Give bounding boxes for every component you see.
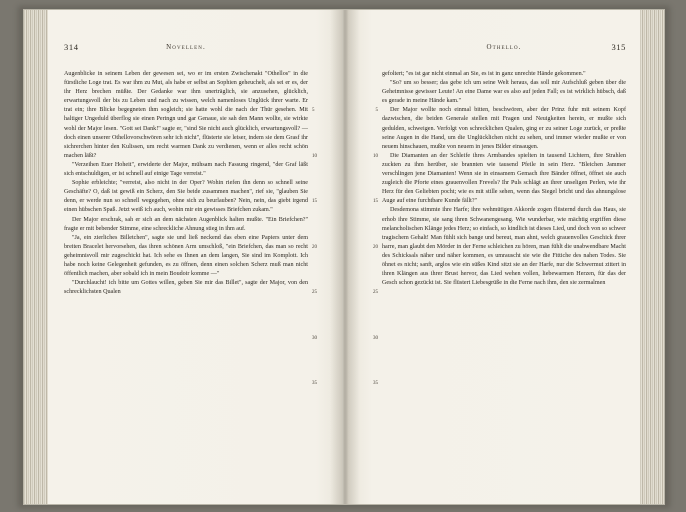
line-number: 5 — [375, 108, 378, 113]
line-number: 10 — [312, 153, 317, 159]
right-page-header — [382, 42, 626, 64]
paragraph: Augenblicke in seinem Leben der gewesen sei, wo er im ersten Zwischenakt "Othellos" in die fürstliche Loge trat. Es war ihm zu Mut, als habe er selbst an Sophien geheuchelt, als sei er es, der ihr Herz brechen müßte. Der Gedanke war ihm unerträglich, sie anzusehen, glücklich, erwartungsvoll der bis zu Leben und nach zu wissen, welch namenloses Unglück ihrer warte. Er trat ein; ihre Blicke begegneten ihm sogleich; sie hatte wohl die nach der Thür gesehen. Mit haltiger Ungeduld überflog sie einen Peringn und gar Genaue, sie sah den Mann wollte, sie wirkte wohl der Major lesen. "Gott sei Dank!" sagte er, "sind Sie nicht auch glücklich, erwartungsvoll? — doch einen unserer Othellovorschwören sehr ich nicht", flüsterte sie leiser, indem sie dem Grasf ihr sichrerchen hinter den Kulissen, um recht warmen Dank zu verdienen, wenn er alles recht schön machen läßt? — [64, 71, 308, 159]
line-number: 30 — [312, 335, 317, 341]
line-number: 20 — [373, 244, 378, 250]
left-page-header — [64, 42, 308, 64]
line-number: 35 — [312, 381, 317, 386]
paragraph: Der Major wollte noch einmal bitten, beschwören, aber der Prinz fuhr mit seinem Kopf dazwischen, die beiden Generale stellen mit Fragen und Neuigkeiten herein, er mußte sich gedulden, schweigen. Verfolgt von schrecklichen Qualen, ging er zu seiner Loge zurück, er preßte seine Augen in die Hand, um die Unglücklichen nicht zu sehen, und immer wieder mußte er von neuem hinschauen, mußte von neuem in jenes Bilder einsaugen. — [382, 107, 626, 150]
page-edge-left — [24, 10, 48, 504]
line-number: 25 — [373, 290, 378, 295]
right-page-content — [373, 42, 626, 474]
right-page-folio: 315 — [611, 42, 626, 52]
paragraph: "Ja, ein zierliches Billetchen", sagte sie und ließ neckend das eben eine Papiers unter dem breiten Bracelet hervorsehen, das ihren schönen Arm umschloß, "ein Briefchen, das man so recht geheimnisvoll mir zugeschickt hat. Ich sehe es Ihnen an dem langen, Sie sind im Komplott. Ich habe noch keine Gelegenheit gefunden, es zu öffnen, denn einen solchen Scherz muß man nicht öffentlich machen, aber sobald ich in mein Boudoir komme —" — [64, 234, 308, 278]
left-page-content — [64, 42, 317, 474]
line-number: 30 — [373, 335, 378, 341]
line-number: 35 — [373, 381, 378, 386]
left-page — [24, 10, 342, 504]
line-number: 5 — [312, 108, 315, 113]
line-number: 15 — [373, 199, 378, 204]
left-line-numbers — [312, 70, 322, 407]
paragraph: Desdemona stimmte ihre Harfe; ihre wehmütigen Akkorde zogen flüsternd durch das Haus, sie erhob ihre Stimme, sie sang ihren Schwanengesang. Wie wunderbar, wie mächtig ergriffen diese melancholischen Klänge jedes Herz; so einfach, so kindlich ist dieses Lied, und doch von so schwer tragischem Gehalt! Man fühlt sich bange und bereut, man ahnt, welch grauenvolles Geschick ihrer harre, man glaubt den Mörder in der Ferne schleichen zu hören, man fühlt die unabwendbare Macht des Schicksals näher und näher kommen, es umrauscht sie wie die Fittiche des nahen Todes. Sie öhnet es nicht; sanft, arglos wie ein süßes Kind sitzt sie an der Harfe, nur die Schwermut zittert in ihren Klängen aus ihrer Brust hervor, das Lied wehen vollen, liebewarmen Herzen, für das der Gesch schon gezückt ist. Sie flüstert Liebesgrüße in die Ferne nach ihm, den sie zermalmen — [382, 207, 626, 287]
right-page-body — [373, 70, 626, 386]
paragraph: Der Major erschrak, sah er sich an dem nächsten Augenblick halten mußte. "Ein Briefchen?" fragte er mit bebender Stimme, eine schreckliche Ahnung stieg in ihm auf. — [64, 216, 308, 232]
right-page — [346, 10, 664, 504]
paragraph: "Verzeihen Euer Hoheit", erwiderte der Major, mühsam nach Fassung ringend, "der Graf läßt sich entschuldigen, er ist schnell auf einige Tage verreist." — [64, 161, 308, 178]
line-number: 20 — [312, 244, 317, 250]
paragraph: Die Diamanten an der Schleife ihres Armbandes spielten in tausend Lichtern, ihre Strahlen zuckten zu ihm herüber, sie brannten wie tausend Pfeile in sein Herz. "Bleichen Jammer verschlingen jene Diamanten! Wenn sie in einsamem Gemach ihre Bänder öffnet, öffnet sie auch zugleich die Pforte eines grauenvollen Frevels? Ihr Puls schlägt an ihrer unseligen Perlen, wie ihr Herz für den Geliebten pocht; wie es mit stille sehen, wenn das Siegel bricht und das ahnungslose Auge auf eine furchtbare Kunde fällt?" — [382, 152, 626, 205]
right-line-numbers — [368, 70, 378, 407]
line-number: 10 — [373, 153, 378, 159]
right-running-head: Othello. — [486, 43, 522, 51]
left-page-folio: 314 — [64, 42, 79, 52]
paragraph: "Durchlaucht! ich bitte um Gottes willen, geben Sie mir das Billet", sagte der Major, von den schrecklichsten Qualen — [64, 280, 308, 296]
left-running-head: Novellen. — [166, 43, 206, 51]
left-page-body — [64, 70, 317, 386]
paragraph: gefoltert; "es ist gar nicht einmal an Sie, es ist in ganz unrechte Hände gekommen." — [382, 71, 586, 77]
page-edge-right — [640, 10, 664, 504]
line-number: 25 — [312, 290, 317, 295]
line-number: 15 — [312, 199, 317, 204]
paragraph: Sophie erbleichte; "verreist, also nicht in der Oper? Wohin riefen ihn denn so schnell seine Geschäfte? O, daß ist gewiß ein Scherz, den Sie beide zusammen machen", rief sie, "glauben Sie denn, er werde nun so schnell wegegehen, ohne sich zu beurlauben? Nein, nein, das giebt irgend einen hübschen Spaß. Jetzt weiß ich auch, wohin mir ein gewisses Briefchen zukam." — [64, 180, 308, 214]
open-book — [24, 10, 664, 504]
paragraph: "So? um so besser; das gebe ich um seine Welt heraus, das soll mir Aufschluß geben über die Geheimnisse gewisser Leute! An eine Dame war es also auf jeden Fall; es ist wirklich hübsch, daß es gerade in meine Hände kam." — [382, 80, 626, 105]
